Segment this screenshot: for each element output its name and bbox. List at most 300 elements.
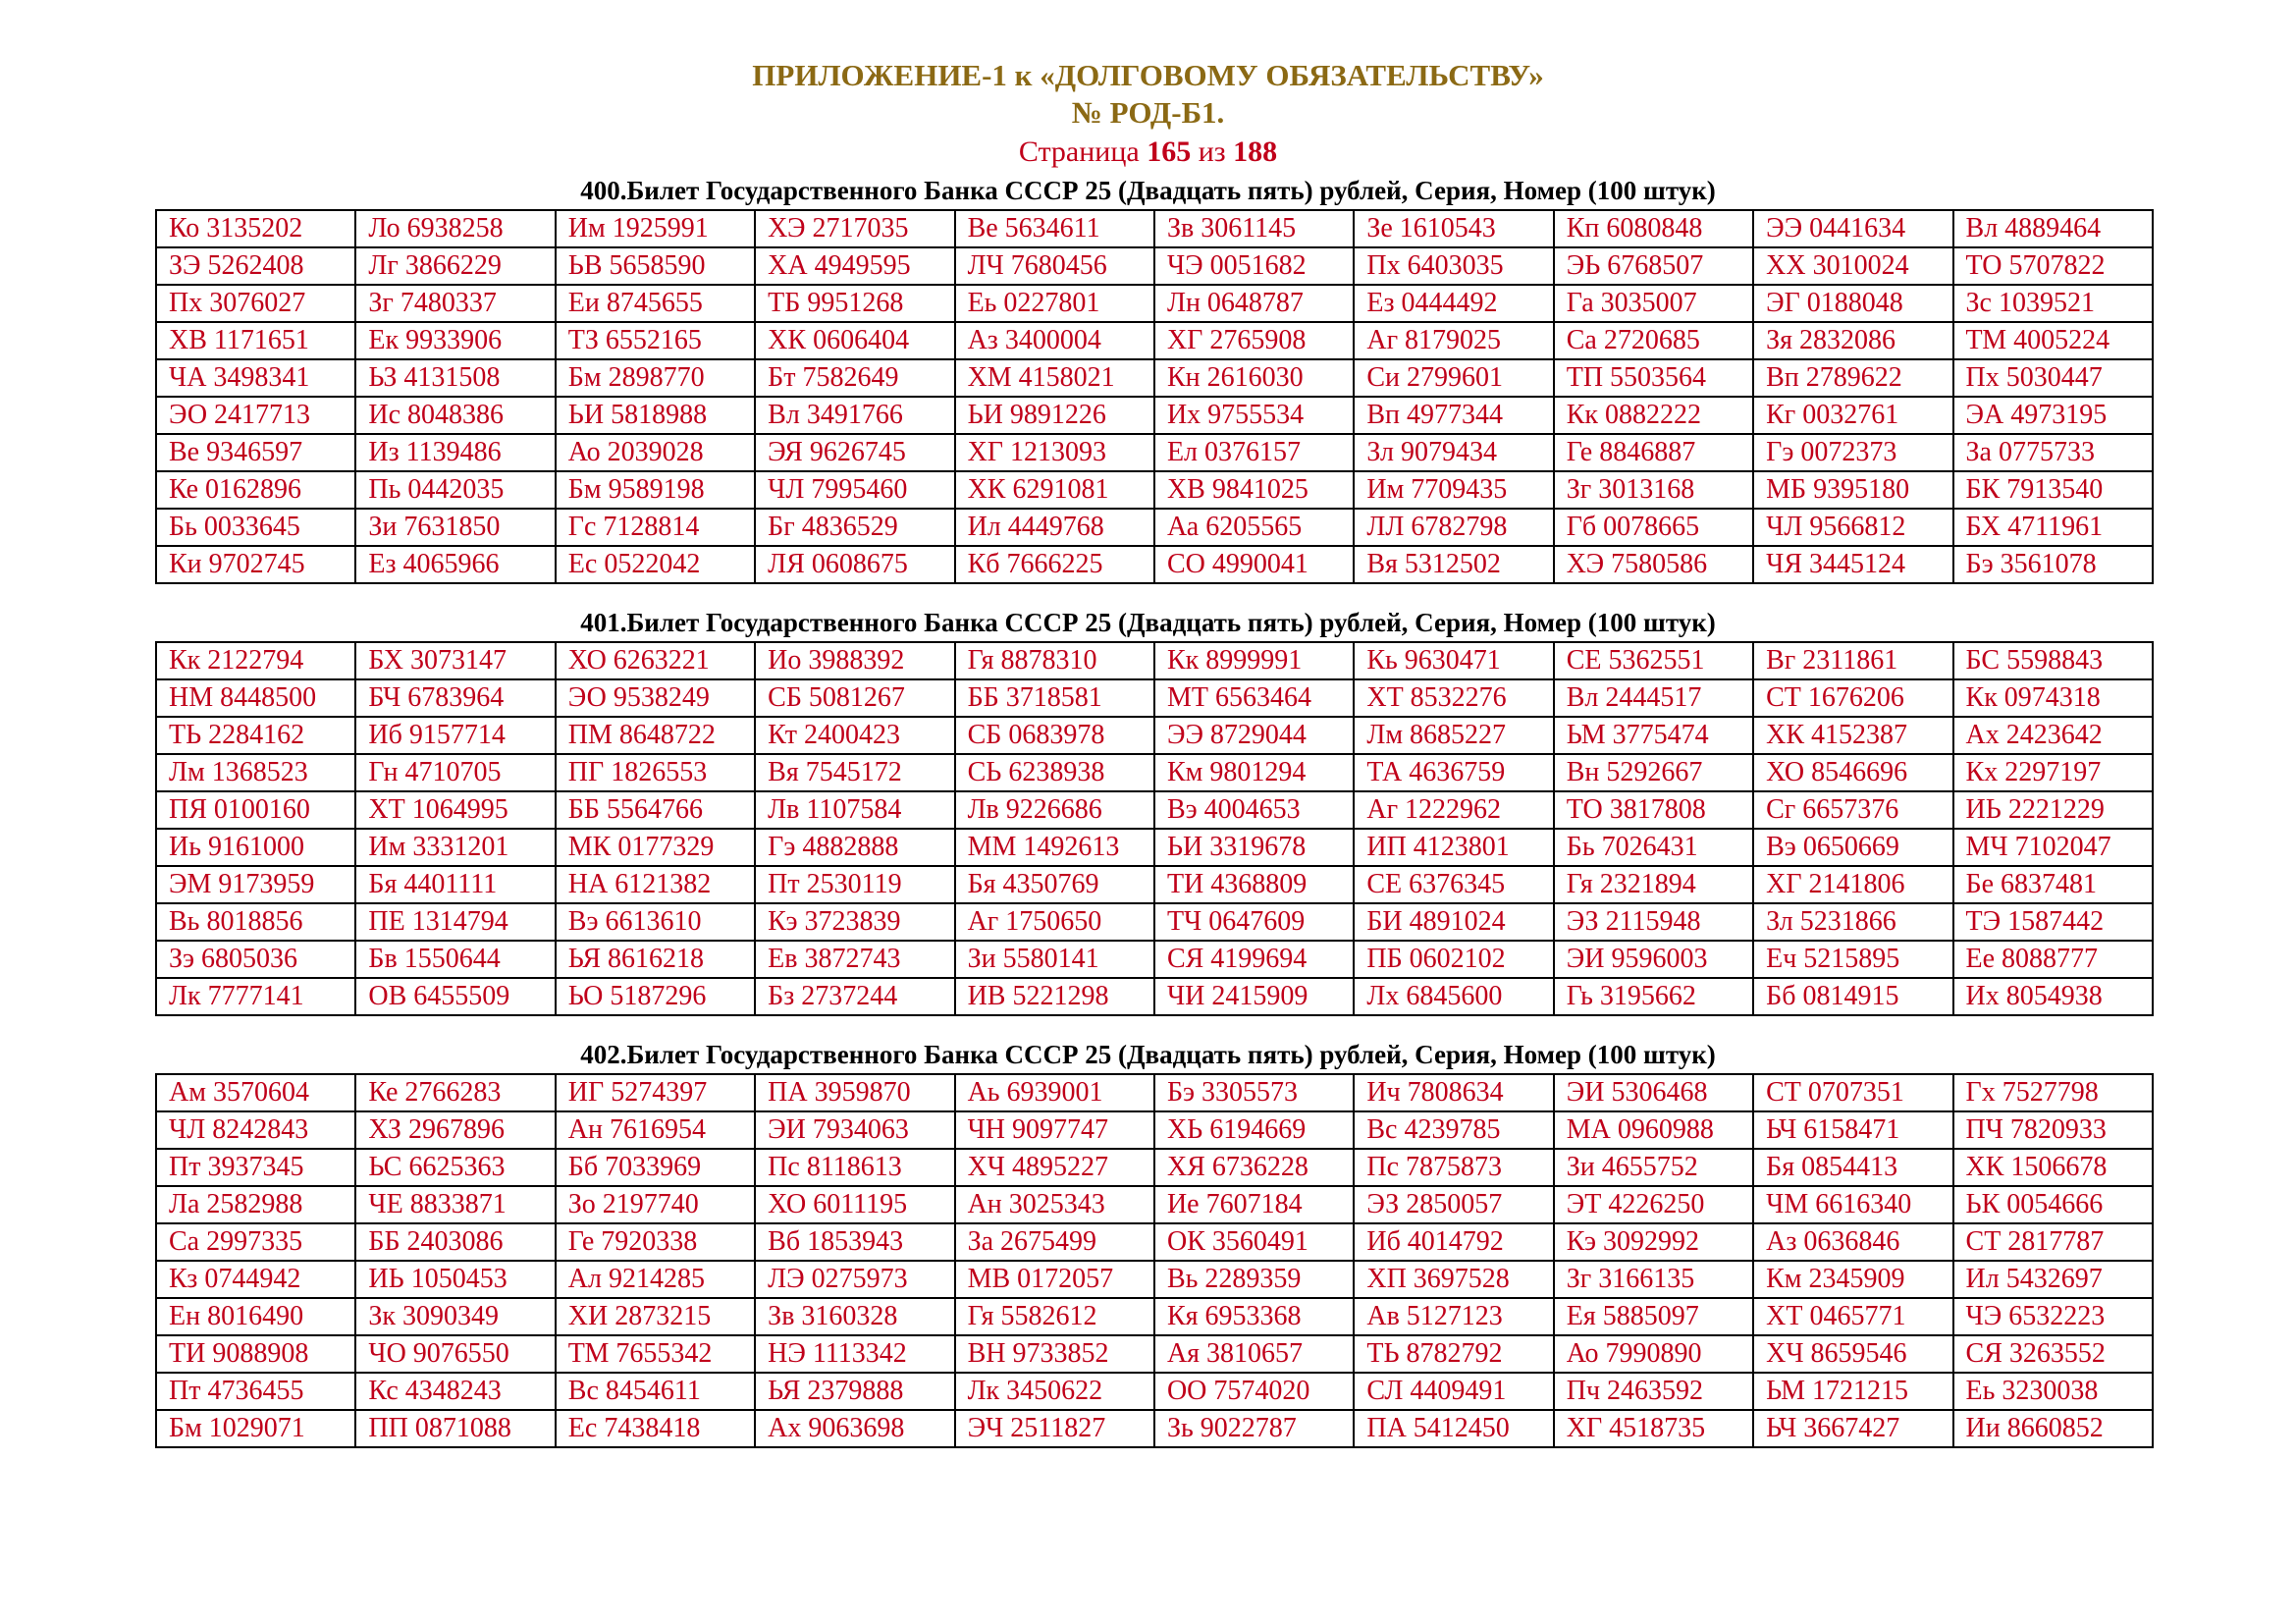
serial-cell: Ам 3570604	[156, 1074, 355, 1111]
serial-cell: Зл 5231866	[1753, 903, 1952, 941]
serial-cell: Гь 3195662	[1554, 978, 1753, 1015]
serial-cell: Ис 8048386	[355, 397, 555, 434]
serial-cell: Бм 9589198	[556, 471, 755, 509]
serial-cell: Ек 9933906	[355, 322, 555, 359]
serial-cell: Бм 1029071	[156, 1410, 355, 1447]
serial-cell: ХГ 2765908	[1154, 322, 1354, 359]
serial-cell: ПЯ 0100160	[156, 791, 355, 829]
serial-cell: ПБ 0602102	[1354, 941, 1553, 978]
serial-cell: Вл 4889464	[1953, 210, 2153, 247]
serial-cell: Лв 1107584	[755, 791, 954, 829]
serial-cell: Зе 1610543	[1354, 210, 1553, 247]
serial-cell: Пт 4736455	[156, 1373, 355, 1410]
serial-cell: ХО 8546696	[1753, 754, 1952, 791]
serial-cell: ТО 5707822	[1953, 247, 2153, 285]
serial-cell: БС 5598843	[1953, 642, 2153, 679]
serial-cell: ТИ 4368809	[1154, 866, 1354, 903]
serial-cell: ТО 3817808	[1554, 791, 1753, 829]
serial-cell: Ал 9214285	[556, 1261, 755, 1298]
serial-cell: Пх 5030447	[1953, 359, 2153, 397]
serial-cell: Их 8054938	[1953, 978, 2153, 1015]
serial-cell: СТ 1676206	[1753, 679, 1952, 717]
section-title-402: 402.Билет Государственного Банка СССР 25 (Двадцать пять) рублей, Серия, Номер (100 штук)	[580, 1040, 1716, 1069]
serial-cell: ЭМ 9173959	[156, 866, 355, 903]
serial-cell: Ве 5634611	[955, 210, 1154, 247]
serial-cell: Пс 7875873	[1354, 1149, 1553, 1186]
serial-cell: Зэ 6805036	[156, 941, 355, 978]
table-row	[156, 247, 2153, 285]
serial-cell: ЬК 0054666	[1953, 1186, 2153, 1223]
serial-cell: Гб 0078665	[1554, 509, 1753, 546]
serial-cell: Вп 4977344	[1354, 397, 1553, 434]
serial-cell: Аз 0636846	[1753, 1223, 1952, 1261]
serial-cell: Пь 0442035	[355, 471, 555, 509]
serial-cell: ХК 0606404	[755, 322, 954, 359]
serial-cell: Аь 6939001	[955, 1074, 1154, 1111]
serial-cell: Лв 9226686	[955, 791, 1154, 829]
serial-cell: Гя 5582612	[955, 1298, 1154, 1335]
table-row	[156, 791, 2153, 829]
serial-cell: Гя 2321894	[1554, 866, 1753, 903]
table-row	[156, 1111, 2153, 1149]
serial-cell: ХХ 3010024	[1753, 247, 1952, 285]
serial-cell: Вэ 6613610	[556, 903, 755, 941]
serial-cell: МБ 9395180	[1753, 471, 1952, 509]
serial-cell: ЭЗ 2850057	[1354, 1186, 1553, 1223]
serial-cell: ЭИ 5306468	[1554, 1074, 1753, 1111]
serial-cell: Бя 0854413	[1753, 1149, 1952, 1186]
serial-cell: Иь 9161000	[156, 829, 355, 866]
serial-cell: Ес 0522042	[556, 546, 755, 583]
serial-cell: ЬЧ 3667427	[1753, 1410, 1952, 1447]
serial-cell: Зк 3090349	[355, 1298, 555, 1335]
serial-cell: ЧО 9076550	[355, 1335, 555, 1373]
serial-cell: НМ 8448500	[156, 679, 355, 717]
serial-cell: ХА 4949595	[755, 247, 954, 285]
serial-cell: ЭЗ 2115948	[1554, 903, 1753, 941]
serial-cell: Кб 7666225	[955, 546, 1154, 583]
serial-cell: Их 9755534	[1154, 397, 1354, 434]
serial-cell: ХК 1506678	[1953, 1149, 2153, 1186]
serial-cell: Ах 9063698	[755, 1410, 954, 1447]
serial-cell: ЬИ 9891226	[955, 397, 1154, 434]
serial-cell: ЭО 9538249	[556, 679, 755, 717]
serial-cell: Ая 3810657	[1154, 1335, 1354, 1373]
serial-cell: ТИ 9088908	[156, 1335, 355, 1373]
serial-cell: ЭЬ 6768507	[1554, 247, 1753, 285]
table-row	[156, 397, 2153, 434]
serial-cell: Еь 3230038	[1953, 1373, 2153, 1410]
serial-cell: ИВ 5221298	[955, 978, 1154, 1015]
serial-cell: ХТ 8532276	[1354, 679, 1553, 717]
serial-cell: Вя 7545172	[755, 754, 954, 791]
serial-cell: Зи 7631850	[355, 509, 555, 546]
serial-cell: ПМ 8648722	[556, 717, 755, 754]
serial-cell: ТЭ 1587442	[1953, 903, 2153, 941]
serial-cell: Ея 5885097	[1554, 1298, 1753, 1335]
serial-cell: СТ 2817787	[1953, 1223, 2153, 1261]
serial-cell: ЧЕ 8833871	[355, 1186, 555, 1223]
serial-cell: ЛЯ 0608675	[755, 546, 954, 583]
serial-cell: Бь 7026431	[1554, 829, 1753, 866]
serial-cell: За 0775733	[1953, 434, 2153, 471]
serial-cell: ХЗ 2967896	[355, 1111, 555, 1149]
serial-cell: Им 1925991	[556, 210, 755, 247]
table-row	[156, 434, 2153, 471]
table-row	[156, 509, 2153, 546]
serial-cell: Ез 4065966	[355, 546, 555, 583]
serial-cell: Лн 0648787	[1154, 285, 1354, 322]
serial-cell: ХЭ 7580586	[1554, 546, 1753, 583]
serial-cell: Зь 9022787	[1154, 1410, 1354, 1447]
serial-cell: ХВ 9841025	[1154, 471, 1354, 509]
serial-cell: Зл 9079434	[1354, 434, 1553, 471]
serial-cell: ЬМ 1721215	[1753, 1373, 1952, 1410]
serial-cell: Ла 2582988	[156, 1186, 355, 1223]
serial-cell: Аз 3400004	[955, 322, 1154, 359]
serial-cell: ОВ 6455509	[355, 978, 555, 1015]
serial-cell: ТЗ 6552165	[556, 322, 755, 359]
serial-cell: Им 3331201	[355, 829, 555, 866]
table-row	[156, 1261, 2153, 1298]
serial-cell: Лм 8685227	[1354, 717, 1553, 754]
serial-cell: ПГ 1826553	[556, 754, 755, 791]
serial-cell: Зс 1039521	[1953, 285, 2153, 322]
serial-cell: Бя 4401111	[355, 866, 555, 903]
serial-cell: Пт 2530119	[755, 866, 954, 903]
serial-cell: Ах 2423642	[1953, 717, 2153, 754]
serial-cell: ИЬ 2221229	[1953, 791, 2153, 829]
serial-cell: ЭЭ 8729044	[1154, 717, 1354, 754]
serial-cell: Бз 2737244	[755, 978, 954, 1015]
serial-table-401	[155, 641, 2154, 1016]
serial-cell: ЬС 6625363	[355, 1149, 555, 1186]
serial-cell: БХ 4711961	[1953, 509, 2153, 546]
serial-cell: ТМ 7655342	[556, 1335, 755, 1373]
serial-cell: МТ 6563464	[1154, 679, 1354, 717]
serial-cell: Бт 7582649	[755, 359, 954, 397]
serial-cell: ИП 4123801	[1354, 829, 1553, 866]
serial-cell: ХО 6011195	[755, 1186, 954, 1223]
serial-cell: Зо 2197740	[556, 1186, 755, 1223]
serial-cell: Из 1139486	[355, 434, 555, 471]
serial-cell: СЕ 6376345	[1354, 866, 1553, 903]
serial-cell: ПА 5412450	[1354, 1410, 1553, 1447]
serial-cell: Ке 0162896	[156, 471, 355, 509]
serial-cell: Пч 2463592	[1554, 1373, 1753, 1410]
serial-cell: ХП 3697528	[1354, 1261, 1553, 1298]
serial-cell: Зи 5580141	[955, 941, 1154, 978]
serial-cell: ЧЭ 0051682	[1154, 247, 1354, 285]
serial-cell: Бв 1550644	[355, 941, 555, 978]
serial-cell: СБ 0683978	[955, 717, 1154, 754]
serial-cell: Кс 4348243	[355, 1373, 555, 1410]
serial-cell: ОК 3560491	[1154, 1223, 1354, 1261]
table-row	[156, 717, 2153, 754]
serial-cell: ЧЯ 3445124	[1753, 546, 1952, 583]
serial-cell: МА 0960988	[1554, 1111, 1753, 1149]
serial-cell: Бб 0814915	[1753, 978, 1952, 1015]
serial-cell: Ао 2039028	[556, 434, 755, 471]
page-indicator	[0, 134, 2296, 171]
table-row	[156, 1186, 2153, 1223]
table-row	[156, 1335, 2153, 1373]
serial-cell: ХЬ 6194669	[1154, 1111, 1354, 1149]
table-row	[156, 210, 2153, 247]
serial-cell: Лм 1368523	[156, 754, 355, 791]
serial-cell: Ге 8846887	[1554, 434, 1753, 471]
table-row	[156, 285, 2153, 322]
serial-cell: Гс 7128814	[556, 509, 755, 546]
serial-cell: БИ 4891024	[1354, 903, 1553, 941]
serial-cell: СО 4990041	[1154, 546, 1354, 583]
serial-cell: Ее 8088777	[1953, 941, 2153, 978]
serial-cell: Вб 1853943	[755, 1223, 954, 1261]
serial-cell: Аг 1222962	[1354, 791, 1553, 829]
table-row	[156, 1410, 2153, 1447]
serial-cell: ЬМ 3775474	[1554, 717, 1753, 754]
serial-cell: ЬЯ 2379888	[755, 1373, 954, 1410]
serial-cell: За 2675499	[955, 1223, 1154, 1261]
serial-cell: Кэ 3092992	[1554, 1223, 1753, 1261]
table-row	[156, 359, 2153, 397]
serial-cell: Ве 9346597	[156, 434, 355, 471]
serial-cell: ЬИ 3319678	[1154, 829, 1354, 866]
serial-cell: Ил 4449768	[955, 509, 1154, 546]
serial-cell: Бе 6837481	[1953, 866, 2153, 903]
serial-cell: Зг 3166135	[1554, 1261, 1753, 1298]
serial-cell: Аг 1750650	[955, 903, 1154, 941]
serial-cell: Ге 7920338	[556, 1223, 755, 1261]
serial-cell: Еч 5215895	[1753, 941, 1952, 978]
serial-cell: Иб 9157714	[355, 717, 555, 754]
serial-cell: ББ 5564766	[556, 791, 755, 829]
serial-cell: Гх 7527798	[1953, 1074, 2153, 1111]
serial-cell: Гя 8878310	[955, 642, 1154, 679]
document-number: № РОД-Б1.	[1071, 95, 1225, 130]
serial-cell: Вн 5292667	[1554, 754, 1753, 791]
serial-cell: ХО 6263221	[556, 642, 755, 679]
serial-cell: ЭЭ 0441634	[1753, 210, 1952, 247]
serial-cell: Ие 7607184	[1154, 1186, 1354, 1223]
page-separator: из	[1198, 135, 1226, 168]
serial-cell: Ан 3025343	[955, 1186, 1154, 1223]
serial-cell: ИГ 5274397	[556, 1074, 755, 1111]
serial-cell: Зи 4655752	[1554, 1149, 1753, 1186]
serial-cell: ЗЭ 5262408	[156, 247, 355, 285]
serial-cell: Еи 8745655	[556, 285, 755, 322]
serial-cell: ОО 7574020	[1154, 1373, 1354, 1410]
serial-cell: Пс 8118613	[755, 1149, 954, 1186]
serial-cell: ТМ 4005224	[1953, 322, 2153, 359]
serial-cell: Ен 8016490	[156, 1298, 355, 1335]
serial-cell: Зг 7480337	[355, 285, 555, 322]
serial-cell: Км 2345909	[1753, 1261, 1952, 1298]
serial-cell: Кг 0032761	[1753, 397, 1952, 434]
serial-cell: МЧ 7102047	[1953, 829, 2153, 866]
serial-cell: Зг 3013168	[1554, 471, 1753, 509]
section-title-401: 401.Билет Государственного Банка СССР 25 (Двадцать пять) рублей, Серия, Номер (100 штук)	[580, 608, 1716, 637]
serial-cell: СЕ 5362551	[1554, 642, 1753, 679]
serial-cell: ХК 6291081	[955, 471, 1154, 509]
serial-cell: ХЭ 2717035	[755, 210, 954, 247]
serial-cell: Кт 2400423	[755, 717, 954, 754]
table-row	[156, 471, 2153, 509]
serial-cell: ВН 9733852	[955, 1335, 1154, 1373]
serial-cell: ХВ 1171651	[156, 322, 355, 359]
serial-cell: Кп 6080848	[1554, 210, 1753, 247]
serial-cell: ХГ 1213093	[955, 434, 1154, 471]
serial-cell: ЧА 3498341	[156, 359, 355, 397]
serial-cell: Им 7709435	[1354, 471, 1553, 509]
serial-cell: ЧМ 6616340	[1753, 1186, 1952, 1223]
serial-cell: Вь 8018856	[156, 903, 355, 941]
serial-cell: Бэ 3561078	[1953, 546, 2153, 583]
serial-cell: ББ 3718581	[955, 679, 1154, 717]
serial-cell: Км 9801294	[1154, 754, 1354, 791]
serial-cell: ЧЛ 8242843	[156, 1111, 355, 1149]
serial-cell: Вэ 0650669	[1753, 829, 1952, 866]
table-row	[156, 1149, 2153, 1186]
serial-table-400	[155, 209, 2154, 584]
serial-cell: ЧЭ 6532223	[1953, 1298, 2153, 1335]
serial-cell: Кз 0744942	[156, 1261, 355, 1298]
table-row	[156, 1074, 2153, 1111]
table-row	[156, 754, 2153, 791]
serial-cell: СЯ 4199694	[1154, 941, 1354, 978]
page-current: 165	[1147, 135, 1192, 168]
serial-cell: БК 7913540	[1953, 471, 2153, 509]
serial-cell: Гэ 0072373	[1753, 434, 1952, 471]
serial-cell: НЭ 1113342	[755, 1335, 954, 1373]
serial-cell: ПЧ 7820933	[1953, 1111, 2153, 1149]
serial-cell: Пх 3076027	[156, 285, 355, 322]
serial-cell: Вь 2289359	[1154, 1261, 1354, 1298]
serial-cell: ХМ 4158021	[955, 359, 1154, 397]
serial-cell: Вс 8454611	[556, 1373, 755, 1410]
serial-cell: МВ 0172057	[955, 1261, 1154, 1298]
serial-cell: Ан 7616954	[556, 1111, 755, 1149]
serial-cell: ХЧ 4895227	[955, 1149, 1154, 1186]
serial-cell: БХ 3073147	[355, 642, 555, 679]
serial-cell: Ке 2766283	[355, 1074, 555, 1111]
serial-cell: ЧН 9097747	[955, 1111, 1154, 1149]
table-row	[156, 978, 2153, 1015]
serial-cell: ЛЭ 0275973	[755, 1261, 954, 1298]
serial-cell: Вя 5312502	[1354, 546, 1553, 583]
serial-cell: Сг 6657376	[1753, 791, 1952, 829]
serial-cell: СЬ 6238938	[955, 754, 1154, 791]
serial-cell: Иб 4014792	[1354, 1223, 1553, 1261]
serial-cell: ХЯ 6736228	[1154, 1149, 1354, 1186]
serial-cell: Гн 4710705	[355, 754, 555, 791]
serial-cell: Ич 7808634	[1354, 1074, 1553, 1111]
serial-cell: Аа 6205565	[1154, 509, 1354, 546]
document-title: ПРИЛОЖЕНИЕ-1 к «ДОЛГОВОМУ ОБЯЗАТЕЛЬСТВУ»	[752, 58, 1544, 92]
serial-cell: Кк 0974318	[1953, 679, 2153, 717]
serial-cell: ЛЛ 6782798	[1354, 509, 1553, 546]
serial-cell: Ио 3988392	[755, 642, 954, 679]
serial-cell: Бг 4836529	[755, 509, 954, 546]
serial-cell: Кх 2297197	[1953, 754, 2153, 791]
serial-cell: Кэ 3723839	[755, 903, 954, 941]
serial-cell: Вг 2311861	[1753, 642, 1952, 679]
serial-cell: Са 2720685	[1554, 322, 1753, 359]
serial-cell: Ко 3135202	[156, 210, 355, 247]
serial-cell: Ки 9702745	[156, 546, 355, 583]
serial-cell: Еь 0227801	[955, 285, 1154, 322]
serial-cell: СЛ 4409491	[1354, 1373, 1553, 1410]
table-row	[156, 642, 2153, 679]
serial-cell: СБ 5081267	[755, 679, 954, 717]
serial-cell: Бя 4350769	[955, 866, 1154, 903]
serial-cell: ТЬ 8782792	[1354, 1335, 1553, 1373]
table-row	[156, 941, 2153, 978]
serial-cell: Га 3035007	[1554, 285, 1753, 322]
table-row	[156, 829, 2153, 866]
serial-cell: Зя 2832086	[1753, 322, 1952, 359]
serial-cell: ЭИ 9596003	[1554, 941, 1753, 978]
serial-table-402	[155, 1073, 2154, 1448]
serial-cell: НА 6121382	[556, 866, 755, 903]
serial-cell: Бб 7033969	[556, 1149, 755, 1186]
serial-cell: ХИ 2873215	[556, 1298, 755, 1335]
serial-cell: Вс 4239785	[1354, 1111, 1553, 1149]
serial-cell: Лк 7777141	[156, 978, 355, 1015]
serial-cell: Ил 5432697	[1953, 1261, 2153, 1298]
serial-cell: ЭГ 0188048	[1753, 285, 1952, 322]
serial-cell: Лк 3450622	[955, 1373, 1154, 1410]
serial-cell: ХК 4152387	[1753, 717, 1952, 754]
serial-cell: ХТ 1064995	[355, 791, 555, 829]
page-total: 188	[1233, 135, 1278, 168]
table-row	[156, 903, 2153, 941]
serial-cell: Бэ 3305573	[1154, 1074, 1354, 1111]
serial-cell: ХЧ 8659546	[1753, 1335, 1952, 1373]
serial-cell: Лг 3866229	[355, 247, 555, 285]
serial-cell: ХГ 4518735	[1554, 1410, 1753, 1447]
serial-cell: ТБ 9951268	[755, 285, 954, 322]
serial-cell: СЯ 3263552	[1953, 1335, 2153, 1373]
table-row	[156, 1223, 2153, 1261]
serial-cell: ЬЯ 8616218	[556, 941, 755, 978]
serial-cell: ЭИ 7934063	[755, 1111, 954, 1149]
serial-cell: Гэ 4882888	[755, 829, 954, 866]
page-prefix: Страница	[1018, 135, 1140, 168]
serial-cell: Ес 7438418	[556, 1410, 755, 1447]
serial-cell: Кк 2122794	[156, 642, 355, 679]
serial-cell: ТП 5503564	[1554, 359, 1753, 397]
serial-cell: ББ 2403086	[355, 1223, 555, 1261]
serial-cell: ХГ 2141806	[1753, 866, 1952, 903]
serial-cell: Ез 0444492	[1354, 285, 1553, 322]
serial-cell: Бь 0033645	[156, 509, 355, 546]
serial-cell: ММ 1492613	[955, 829, 1154, 866]
serial-cell: Си 2799601	[1354, 359, 1553, 397]
section-title-400: 400.Билет Государственного Банка СССР 25 (Двадцать пять) рублей, Серия, Номер (100 штук)	[580, 176, 1716, 205]
serial-cell: ЛЧ 7680456	[955, 247, 1154, 285]
serial-cell: ЬИ 5818988	[556, 397, 755, 434]
serial-cell: Ии 8660852	[1953, 1410, 2153, 1447]
serial-cell: ПА 3959870	[755, 1074, 954, 1111]
serial-cell: ИЬ 1050453	[355, 1261, 555, 1298]
serial-cell: Са 2997335	[156, 1223, 355, 1261]
serial-cell: ЧЛ 9566812	[1753, 509, 1952, 546]
table-row	[156, 1298, 2153, 1335]
serial-cell: БЧ 6783964	[355, 679, 555, 717]
table-row	[156, 546, 2153, 583]
table-row	[156, 1373, 2153, 1410]
